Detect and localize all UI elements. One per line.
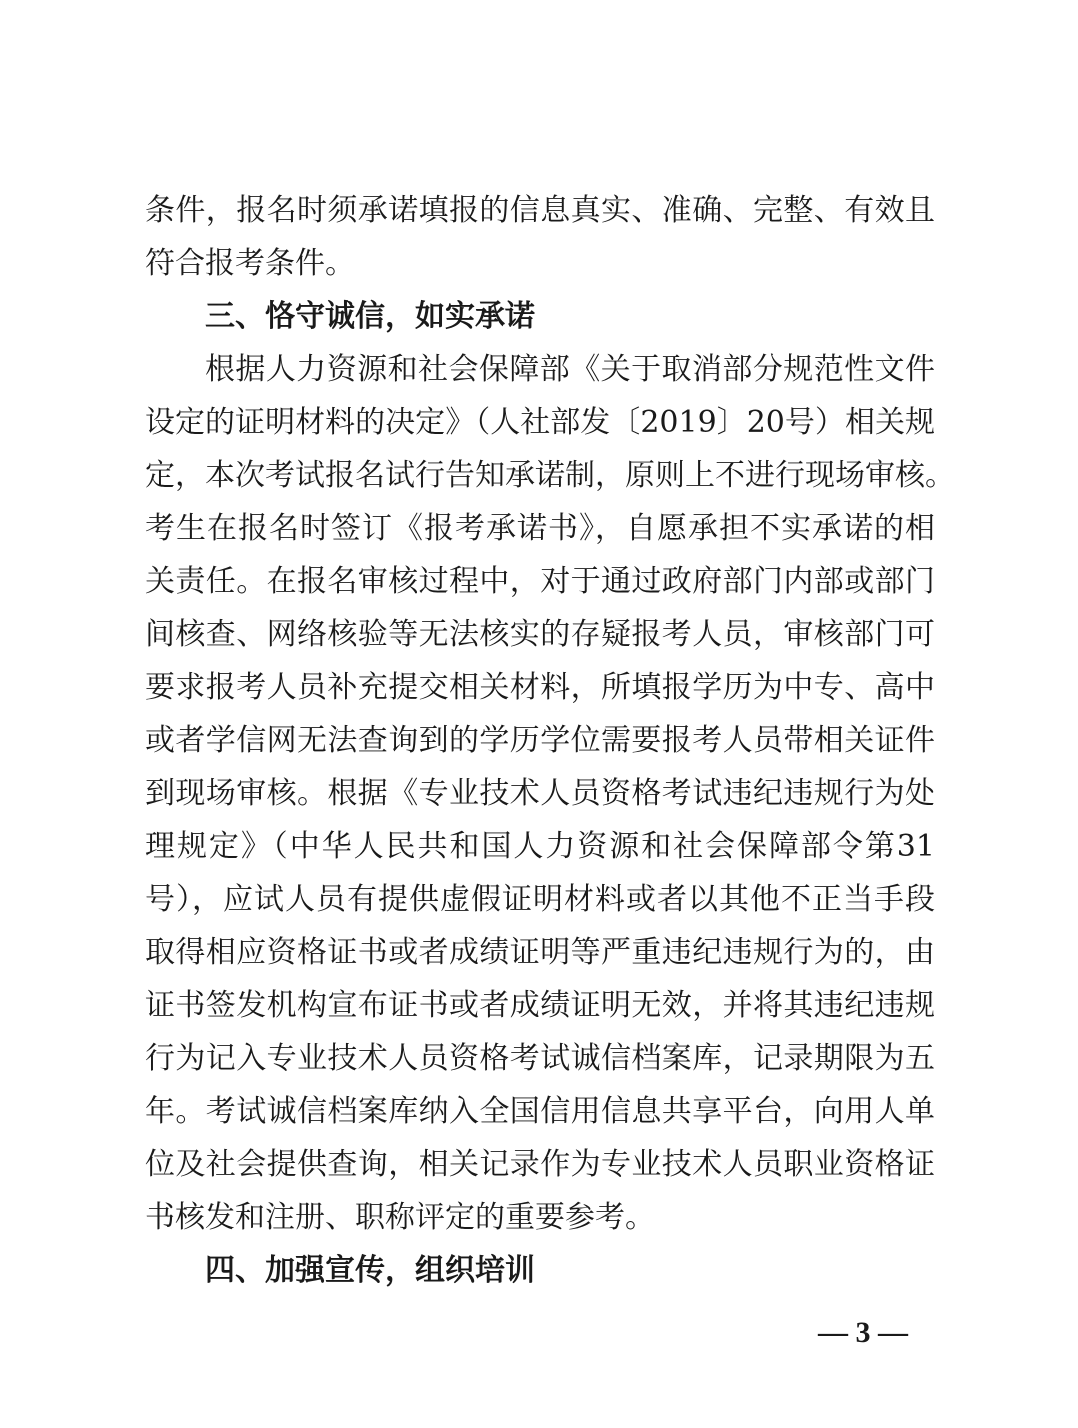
paragraph-line: 要求报考人员补充提交相关材料，所填报学历为中专、高中	[145, 670, 935, 705]
paragraph-line: 设定的证明材料的决定》（人社部发〔2019〕20号）相关规	[145, 405, 935, 440]
page-number: — 3 —	[818, 1316, 908, 1349]
paragraph-line: 考生在报名时签订《报考承诺书》，自愿承担不实承诺的相	[145, 511, 935, 546]
paragraph-line: 证书签发机构宣布证书或者成绩证明无效，并将其违纪违规	[145, 988, 935, 1023]
paragraph-line: 或者学信网无法查询到的学历学位需要报考人员带相关证件	[145, 723, 935, 758]
paragraph-line: 位及社会提供查询，相关记录作为专业技术人员职业资格证	[145, 1147, 935, 1182]
section-heading-4: 四、加强宣传，组织培训	[205, 1253, 535, 1288]
paragraph-line: 书核发和注册、职称评定的重要参考。	[145, 1200, 655, 1235]
paragraph-line: 符合报考条件。	[145, 246, 355, 281]
paragraph-line: 到现场审核。根据《专业技术人员资格考试违纪违规行为处	[145, 776, 935, 811]
section-heading-3: 三、恪守诚信，如实承诺	[205, 299, 535, 334]
paragraph-line: 行为记入专业技术人员资格考试诚信档案库，记录期限为五	[145, 1041, 935, 1076]
paragraph-line: 条件，报名时须承诺填报的信息真实、准确、完整、有效且	[145, 193, 935, 228]
paragraph-line: 取得相应资格证书或者成绩证明等严重违纪违规行为的，由	[145, 935, 935, 970]
paragraph-line: 年。考试诚信档案库纳入全国信用信息共享平台，向用人单	[145, 1094, 935, 1129]
paragraph-line: 关责任。在报名审核过程中，对于通过政府部门内部或部门	[145, 564, 935, 599]
paragraph-line: 根据人力资源和社会保障部《关于取消部分规范性文件	[205, 352, 935, 387]
paragraph-line: 理规定》（中华人民共和国人力资源和社会保障部令第31	[145, 829, 935, 864]
paragraph-line: 定，本次考试报名试行告知承诺制，原则上不进行现场审核。	[145, 458, 955, 493]
paragraph-line: 间核查、网络核验等无法核实的存疑报考人员，审核部门可	[145, 617, 935, 652]
paragraph-line: 号），应试人员有提供虚假证明材料或者以其他不正当手段	[145, 882, 935, 917]
